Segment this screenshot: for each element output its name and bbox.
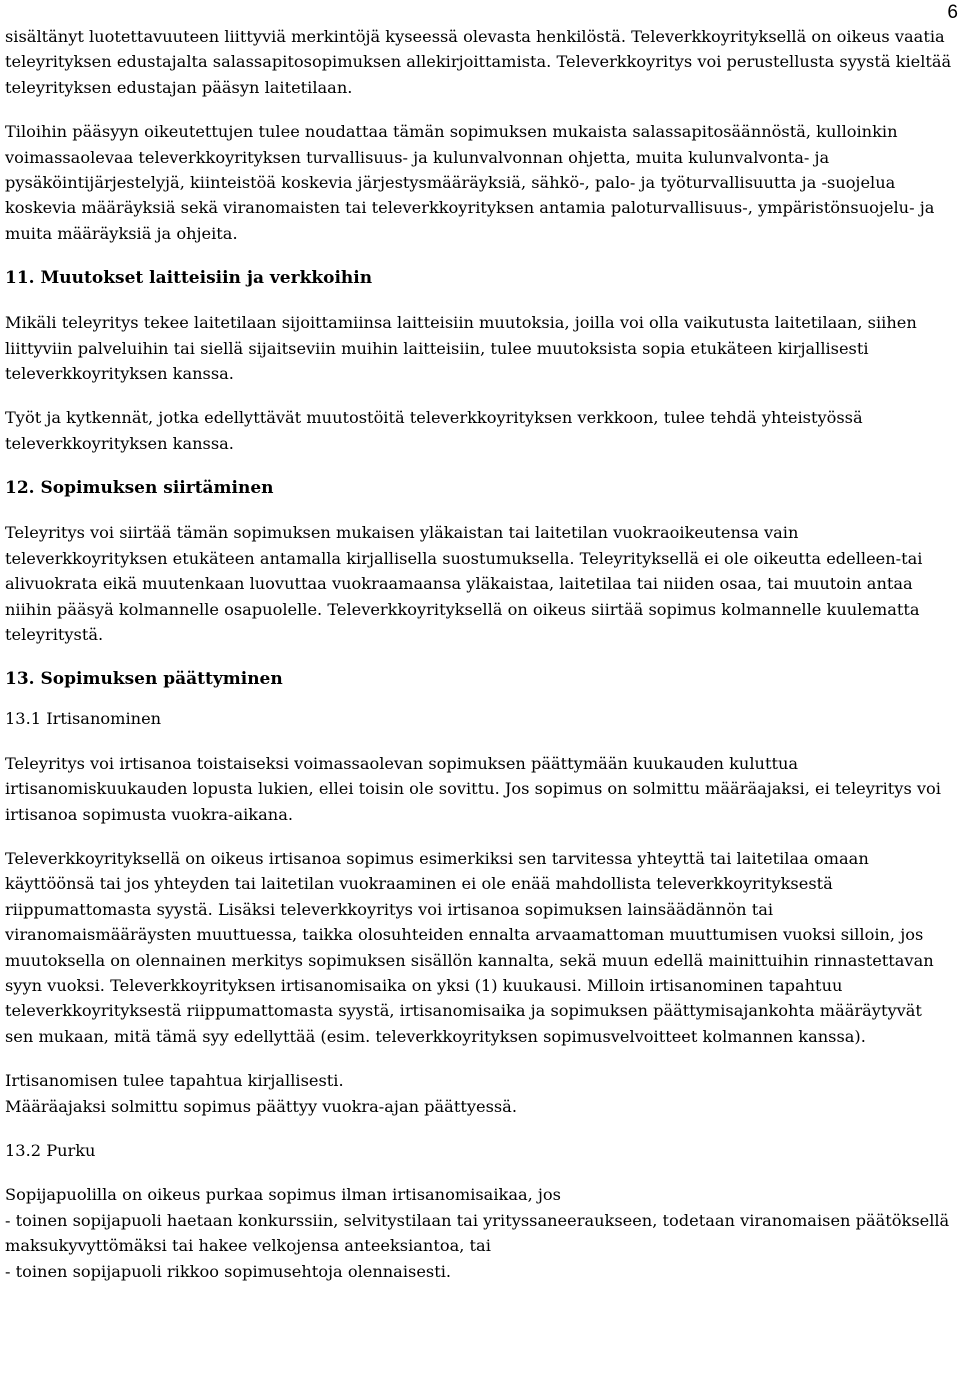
subsection-heading-13-2: 13.2 Purku — [5, 1141, 96, 1160]
page-number: 6 — [947, 2, 958, 23]
document-body — [5, 24, 955, 1284]
paragraph-access-rules: Tiloihin pääsyyn oikeutettujen tulee noudattaa tämän sopimuksen mukaista salassapitosäännöstä, kulloinkin voimassaolevaa televerkkoyrityksen turvallisuus- ja kulunvalvonnan ohjetta, muita kulunvalvonta- ja pysäköintijärjestelyjä, kiinteistöä koskevia järjestysmääräyksiä, sähkö-, palo- ja työturvallisuutta ja -suojelua koskevia määräyksiä sekä viranomaisten tai televerkkoyrityksen antamia paloturvallisuus-, ympäristönsuojelu- ja muita määräyksiä ja ohjeita. — [5, 122, 935, 243]
paragraph-changes-network: Työt ja kytkennät, jotka edellyttävät muutostöitä televerkkoyrityksen verkkoon, tulee tehdä yhteistyössä televerkkoyrityksen kanssa. — [5, 408, 863, 453]
paragraph-changes-devices: Mikäli teleyritys tekee laitetilaan sijoittamiinsa laitteisiin muutoksia, joilla voi olla vaikutusta laitetilaan, siihen liittyviin palveluihin tai siellä sijaitseviin muihin laitteisiin, tulee muutoksista sopia etukäteen kirjallisesti televerkkoyrityksen kanssa. — [5, 313, 917, 384]
paragraph-rescission-intro: Sopijapuolilla on oikeus purkaa sopimus ilman irtisanomisaikaa, jos — [5, 1185, 561, 1205]
section-heading-11: 11. Muutokset laitteisiin ja verkkoihin — [5, 268, 373, 289]
paragraph-fixed-term-end: Määräajaksi solmittu sopimus päättyy vuokra-ajan päättyessä. — [5, 1096, 517, 1116]
paragraph-transfer: Teleyritys voi siirtää tämän sopimuksen mukaisen yläkaistan tai laitetilan vuokraoikeutensa vain televerkkoyrityksen etukäteen antamalla kirjallisella suostumuksella. Teleyrityksellä ei ole oikeutta edelleen-tai alivuokrata eikä muutenkaan luovuttaa vuokraamaansa yläkaistaa, laitetilaa tai niiden osaa, tai muutoin antaa niihin pääsyä kolmannelle osapuolelle. Televerkkoyrityksellä on oikeus siirtää sopimus kolmannelle kuulematta teleyritystä. — [5, 523, 923, 644]
list-item-bankruptcy: - toinen sopijapuoli haetaan konkurssiin, selvitystilaan tai yrityssaneeraukseen, todetaan viranomaisen päätöksellä maksukyvyttömäksi tai hakee velkojensa anteeksiantoa, tai — [5, 1210, 950, 1256]
list-item-breach: - toinen sopijapuoli rikkoo sopimusehtoja olennaisesti. — [5, 1261, 452, 1281]
section-heading-12: 12. Sopimuksen siirtäminen — [5, 478, 274, 499]
paragraph-access-continuation: sisältänyt luotettavuuteen liittyviä merkintöjä kyseessä olevasta henkilöstä. Televerkkoyrityksellä on oikeus vaatia teleyrityksen edustajalta salassapitosopimuksen allekirjoittamista. Televerkkoyritys voi perustellusta syystä kieltää teleyrityksen edustajan pääsyn laitetilaan. — [5, 27, 952, 97]
section-heading-13: 13. Sopimuksen päättyminen — [5, 669, 283, 690]
paragraph-termination-network-operator: Televerkkoyrityksellä on oikeus irtisanoa sopimus esimerkiksi sen tarvitessa yhteyttä tai laitetilaa omaan käyttöönsä tai jos yhteyden tai laitetilan vuokraaminen ei ole enää mahdollista televerkkoyrityksestä riippumattomasta syystä. Lisäksi televerkkoyritys voi irtisanoa sopimuksen lainsäädännön tai viranomaismääräysten muuttuessa, taikka olosuhteiden ennalta arvaamattoman muuttumisen vuoksi silloin, jos muutoksella on olennainen merkitys sopimuksen sisällön kannalta, sekä muun edellä mainittuihin rinnastettavan syyn vuoksi. Televerkkoyrityksen irtisanomisaika on yksi (1) kuukausi. Milloin irtisanominen tapahtuu televerkkoyrityksestä riippumattomasta syystä, irtisanomisaika ja sopimuksen päättymisajankohta määräytyvät sen mukaan, mitä tämä syy edellyttää (esim. televerkkoyrityksen sopimusvelvoitteet kolmannen kanssa). — [5, 848, 934, 1046]
paragraph-termination-teleoperator: Teleyritys voi irtisanoa toistaiseksi voimassaolevan sopimuksen päättymään kuukauden kuluttua irtisanomiskuukauden lopusta lukien, ellei toisin ole sovittu. Jos sopimus on solmittu määräajaksi, ei teleyritys voi irtisanoa sopimusta vuokra-aikana. — [5, 753, 941, 824]
subsection-heading-13-1: 13.1 Irtisanominen — [5, 709, 162, 729]
paragraph-termination-written: Irtisanomisen tulee tapahtua kirjallisesti. — [5, 1071, 344, 1091]
